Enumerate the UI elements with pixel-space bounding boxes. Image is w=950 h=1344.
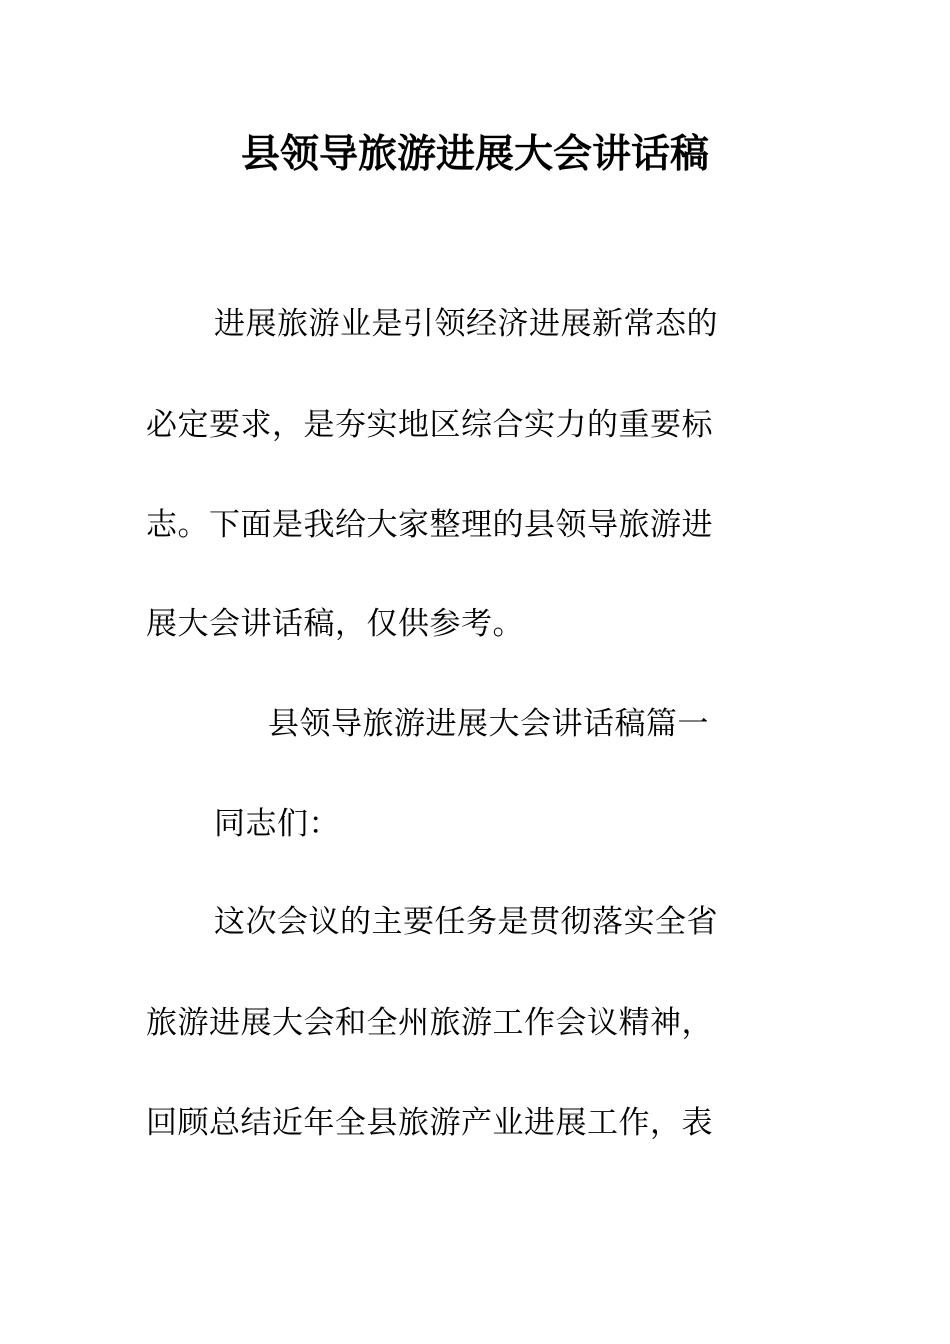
paragraph-line: 回顾总结近年全县旅游产业进展工作，表: [146, 1105, 713, 1141]
paragraph-line: 进展旅游业是引领经济进展新常态的: [214, 306, 718, 342]
paragraph-line: 旅游进展大会和全州旅游工作会议精神，: [146, 1005, 713, 1041]
section-heading: 县领导旅游进展大会讲话稿篇一: [268, 706, 709, 742]
paragraph-line: 志。下面是我给大家整理的县领导旅游进: [146, 507, 713, 543]
paragraph-line: 必定要求，是夯实地区综合实力的重要标: [146, 407, 713, 443]
paragraph-line: 这次会议的主要任务是贯彻落实全省: [214, 904, 718, 940]
salutation: 同志们：: [214, 806, 340, 842]
document-title: 县领导旅游进展大会讲话稿: [240, 131, 709, 177]
paragraph-line: 展大会讲话稿，仅供参考。: [146, 606, 524, 642]
